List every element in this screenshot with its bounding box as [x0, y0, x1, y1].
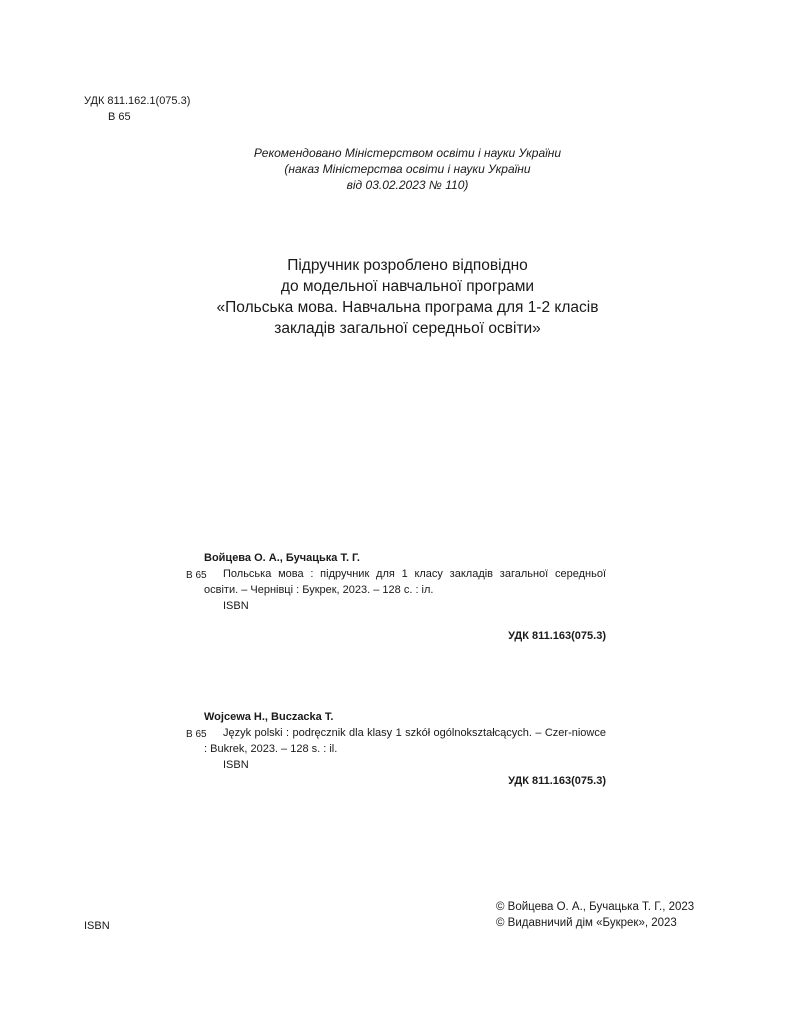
copyright-block — [496, 899, 694, 931]
program-statement — [0, 255, 800, 339]
card-description: Польська мова : підручник для 1 класу закладів загальної середньої освіти. – Чернівці : Букрек, 2023. – 128 с. : іл. — [204, 568, 606, 596]
program-line-1: Підручник розроблено відповідно — [287, 257, 528, 274]
recommendation-line-1: Рекомендовано Міністерством освіти і науки України — [253, 146, 562, 160]
program-line-2: до модельної навчальної програми — [280, 278, 535, 295]
recommendation-block — [0, 145, 800, 193]
program-line-3: «Польська мова. Навчальна програма для 1-2 класів — [216, 299, 599, 316]
card-code: В 65 — [186, 570, 207, 581]
footer-isbn: ISBN — [84, 920, 110, 932]
header-udk: УДК 811.162.1(075.3) — [84, 95, 191, 107]
card-udk: УДК 811.163(075.3) — [508, 775, 606, 787]
program-line-4: закладів загальної середньої освіти» — [274, 320, 541, 337]
card-description: Język polski : podręcznik dla klasy 1 szkół ogólnokształcących. – Czer-niowce : Bukrek, 2023. – 128 s. : il. — [204, 727, 606, 755]
card-authors: Войцева О. А., Бучацька Т. Г. — [204, 552, 360, 564]
copyright-publisher: © Видавничий дім «Букрек», 2023 — [496, 917, 677, 929]
catalog-card-polish — [186, 709, 606, 789]
card-udk: УДК 811.163(075.3) — [508, 630, 606, 642]
copyright-authors: © Войцева О. А., Бучацька Т. Г., 2023 — [496, 901, 695, 913]
card-row — [186, 725, 606, 757]
card-isbn: ISBN — [223, 759, 249, 771]
card-authors: Wojcewa H., Buczacka T. — [204, 711, 334, 723]
card-code: В 65 — [186, 729, 207, 740]
catalog-card-ukrainian — [186, 550, 606, 644]
card-row — [186, 566, 606, 598]
header-code: В 65 — [108, 111, 131, 123]
recommendation-line-2: (наказ Міністерства освіти і науки України — [284, 162, 531, 176]
recommendation-line-3: від 03.02.2023 № 110) — [346, 178, 469, 192]
card-isbn: ISBN — [223, 600, 249, 612]
